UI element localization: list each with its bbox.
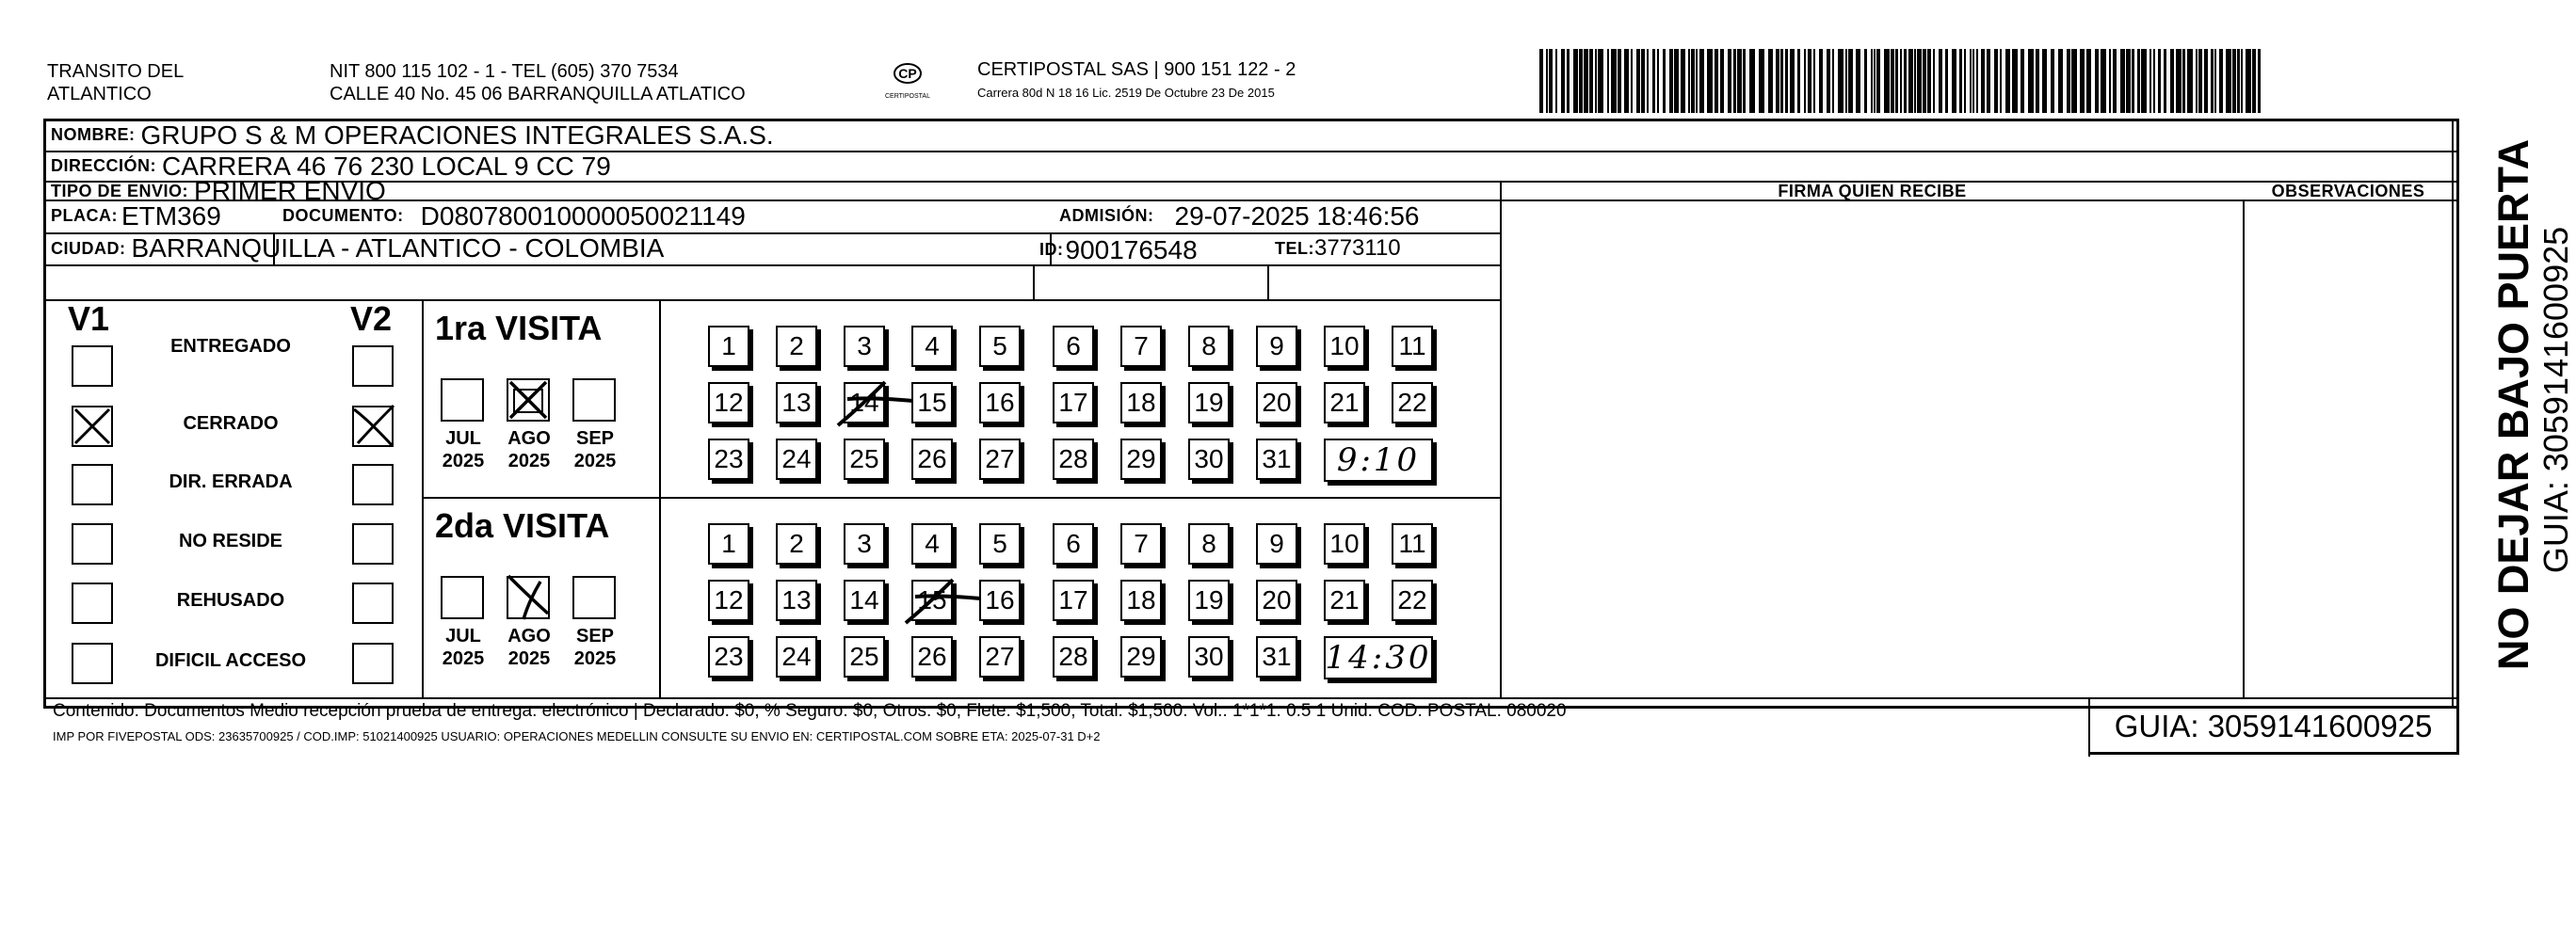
day-box[interactable]: 31	[1256, 439, 1297, 480]
v1-checkbox[interactable]	[72, 583, 113, 624]
day-box[interactable]: 26	[911, 636, 953, 678]
courier-line: CERTIPOSTAL SAS | 900 151 122 - 2	[977, 59, 1296, 80]
day-box[interactable]: 9	[1256, 523, 1297, 565]
month-year: 2025	[573, 451, 617, 471]
month-checkbox[interactable]	[507, 378, 550, 422]
tel-label: TEL:	[1275, 238, 1314, 258]
nombre-row	[51, 120, 774, 151]
admision-value: 29-07-2025 18:46:56	[1174, 200, 1420, 231]
day-box[interactable]: 7	[1120, 523, 1162, 565]
day-box[interactable]: 8	[1188, 523, 1230, 565]
placa-label: PLACA:	[51, 206, 118, 225]
status-label: ENTREGADO	[170, 336, 291, 357]
day-box[interactable]: 11	[1392, 326, 1433, 367]
month-checkbox[interactable]	[572, 378, 616, 422]
day-box[interactable]: 2	[776, 326, 817, 367]
issuer-address: CALLE 40 No. 45 06 BARRANQUILLA ATLATICO	[330, 84, 746, 104]
tipo-envio-label: TIPO DE ENVIO:	[51, 181, 189, 200]
day-box[interactable]: 9	[1256, 326, 1297, 367]
footer-content-line: Contenido: Documentos Medio recepción prueba de entrega: electrónico | Declarado: $0, % Seguro: $0, Otros: $0, Flete: $1,500, Total: $1,500. Vol.: 1*1*1. 0.5 1 Unid. COD. POSTAL: 080020	[53, 701, 1567, 721]
day-box[interactable]: 20	[1256, 382, 1297, 423]
direccion-label: DIRECCIÓN:	[51, 156, 156, 175]
day-box[interactable]: 12	[708, 580, 749, 621]
day-box[interactable]: 23	[708, 439, 749, 480]
month-checkbox[interactable]	[507, 576, 550, 619]
nombre-value: GRUPO S & M OPERACIONES INTEGRALES S.A.S.	[140, 120, 774, 150]
month-label	[501, 427, 557, 472]
v2-checkbox[interactable]	[352, 643, 394, 684]
day-box[interactable]: 16	[979, 382, 1021, 423]
visit-title: 2da VISITA	[435, 506, 610, 545]
day-box[interactable]: 12	[708, 382, 749, 423]
day-box[interactable]: 28	[1053, 636, 1094, 678]
admision-cell	[1059, 200, 1420, 232]
day-box[interactable]: 30	[1188, 439, 1230, 480]
day-box[interactable]: 27	[979, 439, 1021, 480]
v2-checkbox[interactable]	[352, 464, 394, 505]
day-box[interactable]: 19	[1188, 580, 1230, 621]
v2-checkbox[interactable]	[352, 345, 394, 387]
day-box[interactable]: 18	[1120, 382, 1162, 423]
nombre-label: NOMBRE:	[51, 125, 136, 144]
ciudad-row	[51, 232, 664, 264]
svg-text:CP: CP	[898, 66, 917, 81]
day-box[interactable]: 29	[1120, 439, 1162, 480]
month-label	[567, 427, 623, 472]
day-box[interactable]: 2	[776, 523, 817, 565]
handwritten-time: 9:10	[1324, 439, 1433, 482]
day-box[interactable]: 27	[979, 636, 1021, 678]
v2-checkbox[interactable]	[352, 583, 394, 624]
side-guia: GUIA: 3059141600925	[2536, 226, 2575, 574]
day-box[interactable]: 30	[1188, 636, 1230, 678]
day-box[interactable]: 4	[911, 326, 953, 367]
v2-header: V2	[350, 299, 393, 338]
day-box[interactable]: 10	[1324, 326, 1365, 367]
month-checkbox[interactable]	[572, 576, 616, 619]
day-box[interactable]: 7	[1120, 326, 1162, 367]
svg-text:CERTIPOSTAL: CERTIPOSTAL	[885, 93, 930, 100]
documento-cell	[282, 200, 746, 232]
month-name: SEP	[575, 428, 615, 449]
day-box[interactable]: 31	[1256, 636, 1297, 678]
status-label: REHUSADO	[176, 590, 285, 611]
company-line-2: ATLANTICO	[47, 84, 152, 104]
certipostal-logo	[877, 58, 938, 104]
v2-checkbox[interactable]	[352, 406, 394, 447]
day-box[interactable]: 3	[844, 326, 885, 367]
day-box[interactable]: 6	[1053, 523, 1094, 565]
day-box[interactable]: 14	[844, 580, 885, 621]
month-label	[435, 625, 491, 670]
v1-checkbox[interactable]	[72, 523, 113, 565]
day-box[interactable]: 23	[708, 636, 749, 678]
day-box[interactable]: 17	[1053, 382, 1094, 423]
month-year: 2025	[442, 451, 485, 471]
day-box[interactable]: 21	[1324, 580, 1365, 621]
day-box[interactable]: 6	[1053, 326, 1094, 367]
day-box[interactable]: 28	[1053, 439, 1094, 480]
day-box[interactable]: 25	[844, 439, 885, 480]
company-name	[47, 60, 184, 105]
tipo-envio-row	[51, 176, 386, 205]
day-box[interactable]: 17	[1053, 580, 1094, 621]
nit-line: NIT 800 115 102 - 1 - TEL (605) 370 7534	[330, 61, 679, 82]
month-name: AGO	[507, 626, 551, 647]
month-label	[435, 427, 491, 472]
day-box[interactable]: 8	[1188, 326, 1230, 367]
footer-details	[53, 701, 1567, 743]
status-label: CERRADO	[183, 413, 279, 434]
direccion-value: CARRERA 46 76 230 LOCAL 9 CC 79	[162, 151, 611, 181]
month-label	[567, 625, 623, 670]
day-box[interactable]: 1	[708, 326, 749, 367]
admision-label: ADMISIÓN:	[1059, 206, 1154, 225]
documento-label: DOCUMENTO:	[282, 206, 404, 225]
courier-address: Carrera 80d N 18 16 Lic. 2519 De Octubre 23 De 2015	[977, 86, 1275, 100]
day-box[interactable]: 3	[844, 523, 885, 565]
documento-value: D080780010000050021149	[420, 200, 746, 231]
day-box[interactable]: 10	[1324, 523, 1365, 565]
month-year: 2025	[573, 648, 617, 669]
v1-checkbox[interactable]	[72, 406, 113, 447]
month-checkbox[interactable]	[441, 576, 484, 619]
guia-box: GUIA: 3059141600925	[2090, 700, 2459, 755]
barcode	[1539, 49, 2264, 113]
day-box[interactable]: 5	[979, 326, 1021, 367]
id-value: 900176548	[1065, 234, 1198, 264]
month-label	[501, 625, 557, 670]
day-box[interactable]: 21	[1324, 382, 1365, 423]
day-box[interactable]: 14	[844, 382, 885, 423]
day-box[interactable]: 5	[979, 523, 1021, 565]
month-checkbox[interactable]	[441, 378, 484, 422]
v1-checkbox[interactable]	[72, 643, 113, 684]
day-box[interactable]: 18	[1120, 580, 1162, 621]
tel-cell	[1275, 232, 1401, 264]
ciudad-value: BARRANQUILLA - ATLANTICO - COLOMBIA	[131, 233, 665, 263]
day-box[interactable]: 1	[708, 523, 749, 565]
status-label: DIFICIL ACCESO	[154, 650, 306, 671]
day-box[interactable]: 22	[1392, 580, 1433, 621]
observaciones-header: OBSERVACIONES	[2271, 181, 2425, 200]
day-box[interactable]: 29	[1120, 636, 1162, 678]
v1-checkbox[interactable]	[72, 464, 113, 505]
day-box[interactable]: 26	[911, 439, 953, 480]
company-line-1: TRANSITO DEL	[47, 61, 185, 82]
id-cell	[1039, 232, 1198, 267]
month-name: JUL	[445, 626, 481, 647]
day-box[interactable]: 24	[776, 636, 817, 678]
visit-title: 1ra VISITA	[435, 309, 603, 347]
month-year: 2025	[507, 451, 551, 471]
courier-info	[977, 58, 1296, 101]
v1-checkbox[interactable]	[72, 345, 113, 387]
tipo-envio-value: PRIMER ENVIO	[194, 176, 386, 205]
month-name: AGO	[507, 428, 551, 449]
no-dejar-warning: NO DEJAR BAJO PUERTA	[2489, 138, 2537, 671]
id-label: ID:	[1039, 240, 1064, 259]
month-name: SEP	[575, 626, 615, 647]
issuer-info	[330, 60, 746, 105]
side-text	[2462, 136, 2575, 671]
day-box[interactable]: 11	[1392, 523, 1433, 565]
placa-row	[51, 200, 221, 232]
day-box[interactable]: 22	[1392, 382, 1433, 423]
tel-value: 3773110	[1314, 235, 1401, 261]
month-name: JUL	[445, 428, 481, 449]
placa-value: ETM369	[121, 200, 221, 231]
day-box[interactable]: 4	[911, 523, 953, 565]
day-box[interactable]: 20	[1256, 580, 1297, 621]
day-box[interactable]: 13	[776, 580, 817, 621]
day-box[interactable]: 15	[911, 580, 953, 621]
status-label: DIR. ERRADA	[169, 471, 293, 492]
day-box[interactable]: 24	[776, 439, 817, 480]
day-box[interactable]: 16	[979, 580, 1021, 621]
v2-checkbox[interactable]	[352, 523, 394, 565]
day-box[interactable]: 25	[844, 636, 885, 678]
handwritten-time: 14:30	[1324, 636, 1433, 679]
day-box[interactable]: 13	[776, 382, 817, 423]
ciudad-label: CIUDAD:	[51, 238, 126, 258]
firma-header: FIRMA QUIEN RECIBE	[1778, 181, 1967, 200]
v1-header: V1	[68, 299, 110, 338]
month-year: 2025	[507, 648, 551, 669]
month-year: 2025	[442, 648, 485, 669]
status-label: NO RESIDE	[178, 531, 283, 551]
day-box[interactable]: 15	[911, 382, 953, 423]
footer-imp-line: IMP POR FIVEPOSTAL ODS: 23635700925 / COD.IMP: 51021400925 USUARIO: OPERACIONES MEDELLIN CONSULTE SU ENVIO EN: CERTIPOSTAL.COM SOBRE ETA: 2025-07-31 D+2	[53, 729, 1101, 743]
day-box[interactable]: 19	[1188, 382, 1230, 423]
